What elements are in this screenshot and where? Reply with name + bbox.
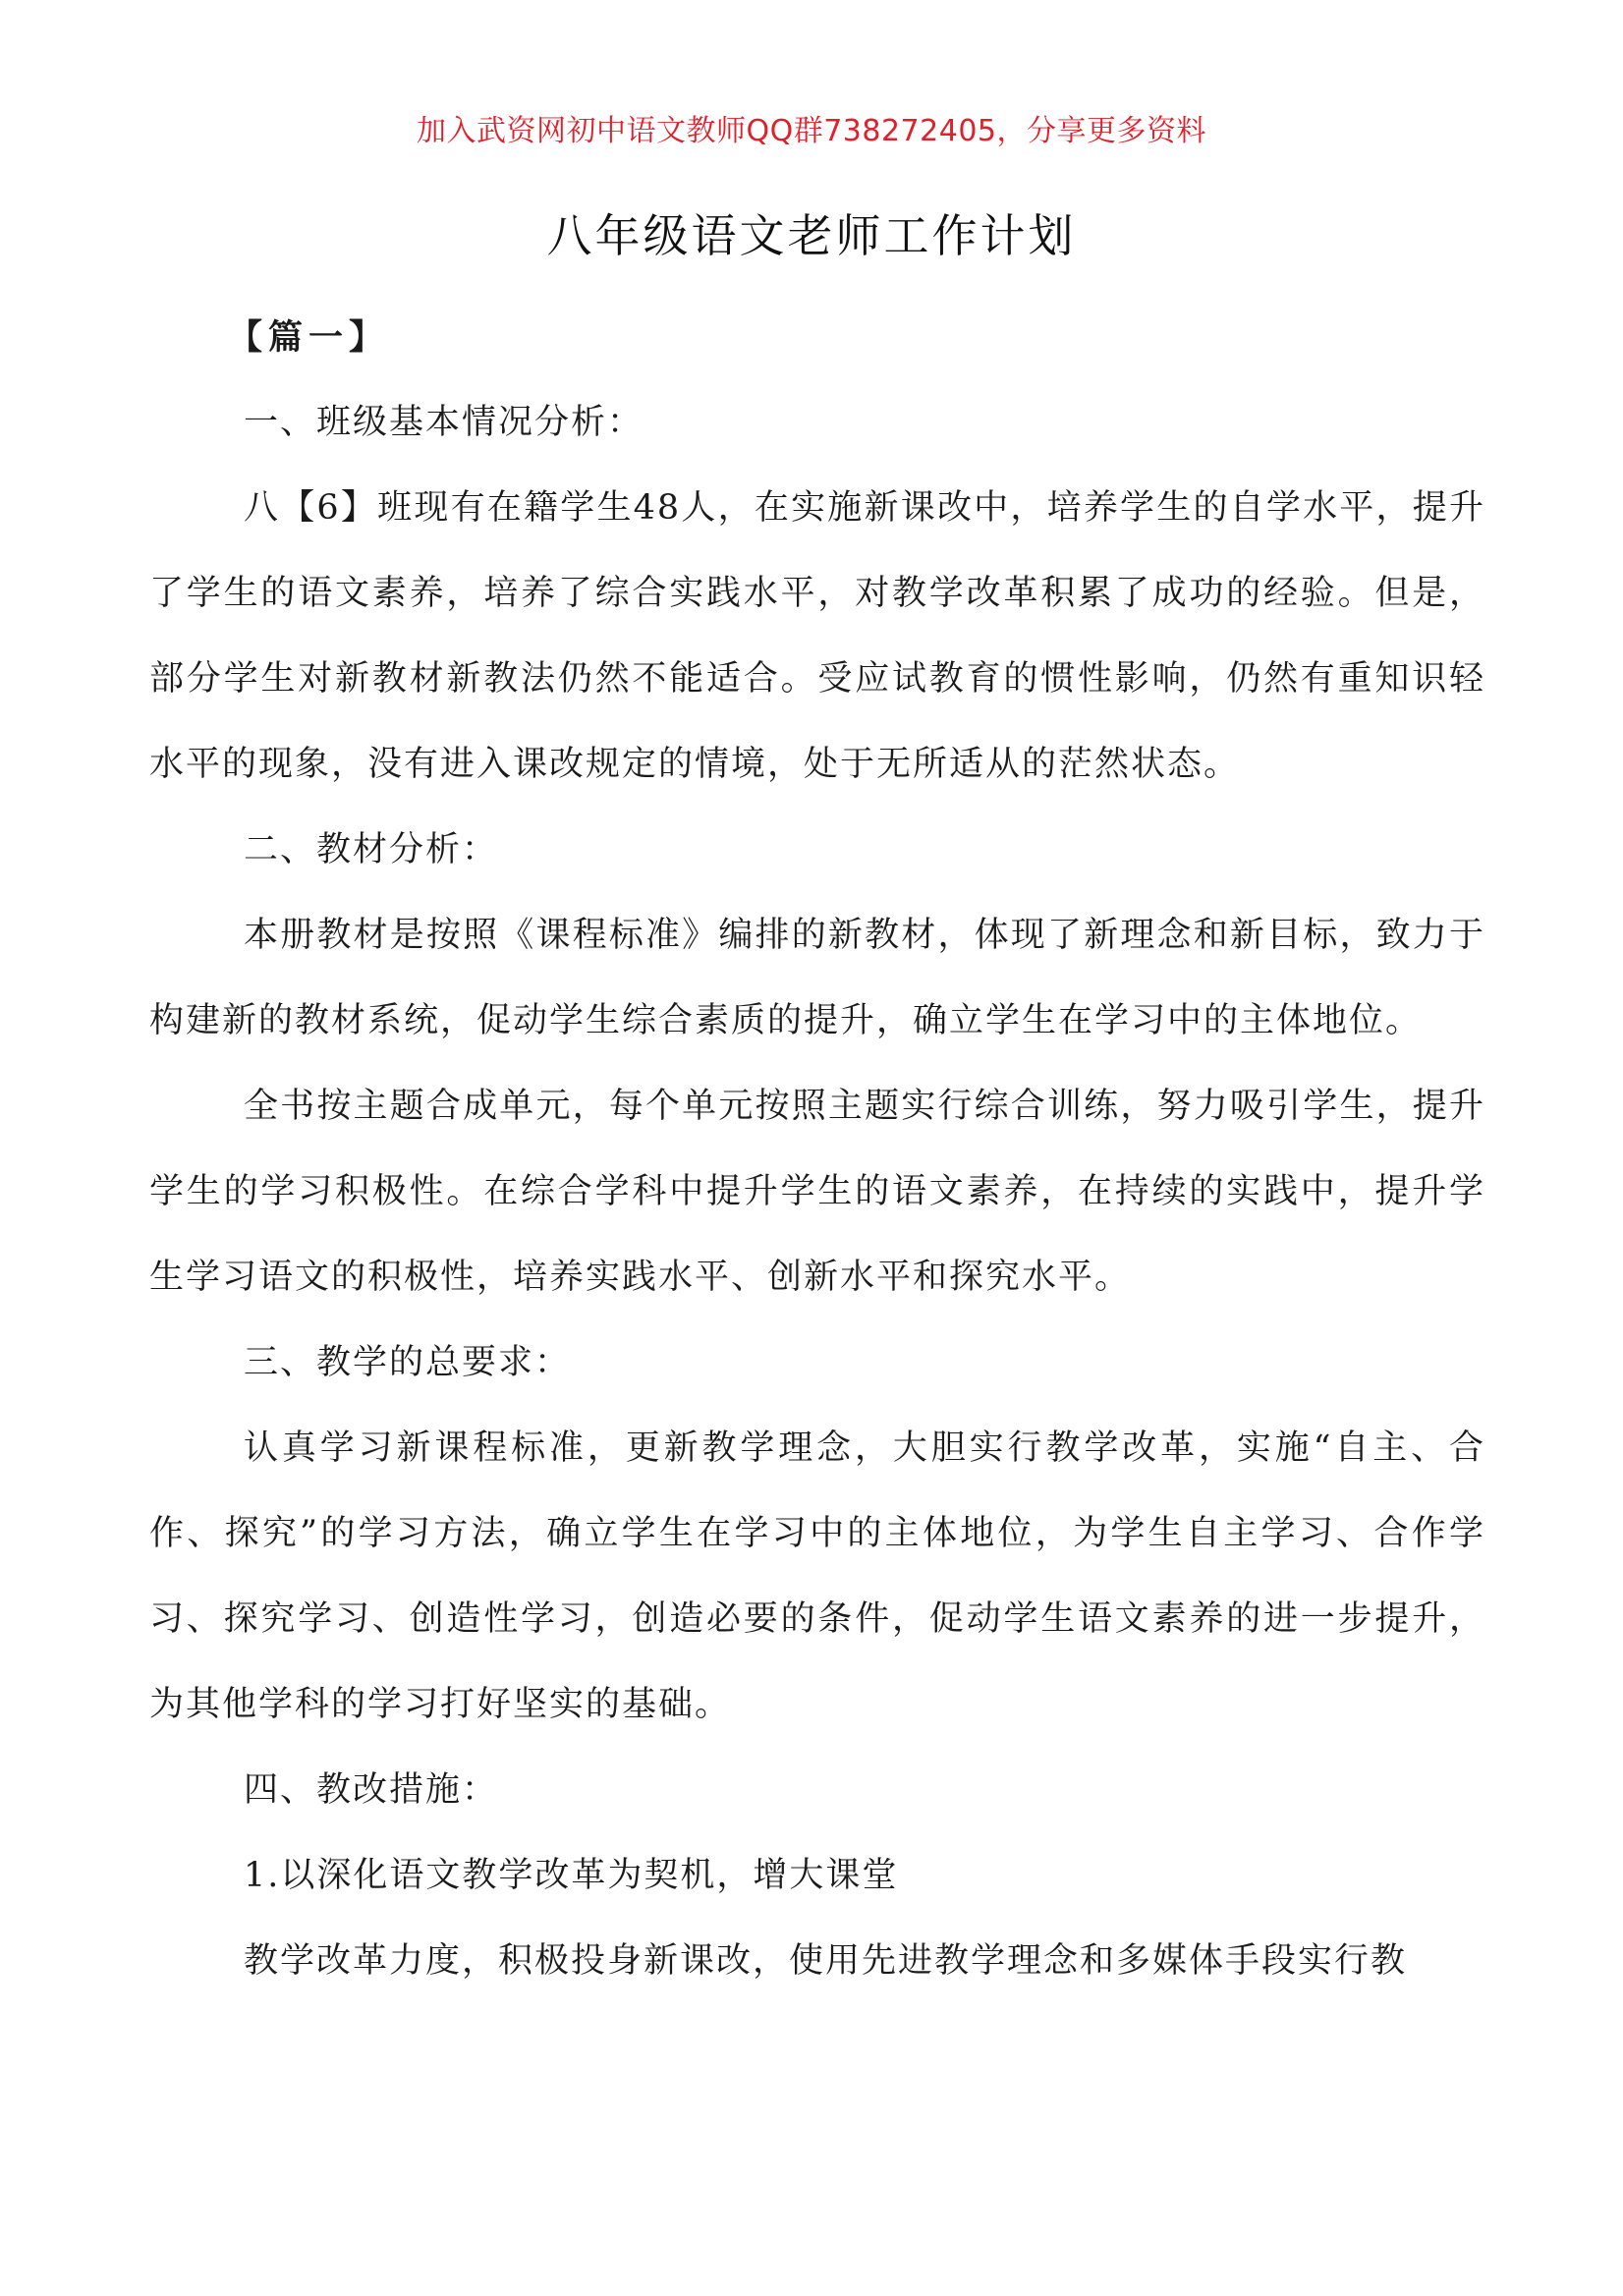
page-title: 八年级语文老师工作计划 [546, 209, 1077, 262]
paragraph: 教学改革力度，积极投身新课改，使用先进教学理念和多媒体手段实行教 [244, 1941, 1408, 1981]
paragraph: 1.以深化语文教学改革为契机，增大课堂 [244, 1856, 899, 1895]
section-label: 【篇一】 [228, 317, 390, 358]
section-heading: 四、教改措施： [244, 1770, 499, 1810]
paragraph: 认真学习新课程标准，更新教学理念，大胆实行教学改革，实施“自主、合作、探究”的学习方法，确立学生在学习中的主体地位，为学生自主学习、合作学习、探究学习、创造性学习，创造必要的条件，促动学生语文素养的进一步提升，为其他学科的学习打好坚实的基础。 [149, 1428, 1485, 1724]
header-note: 加入武资网初中语文教师QQ群738272405，分享更多资料 [416, 114, 1206, 148]
document-body [149, 295, 1485, 2004]
paragraph: 全书按主题合成单元，每个单元按照主题实行综合训练，努力吸引学生，提升学生的学习积极性。在综合学科中提升学生的语文素养，在持续的实践中，提升学生学习语文的积极性，培养实践水平、创新水平和探究水平。 [149, 1087, 1485, 1297]
section-heading: 一、班级基本情况分析： [244, 403, 644, 442]
paragraph: 本册教材是按照《课程标准》编排的新教材，体现了新理念和新目标，致力于构建新的教材系统，促动学生综合素质的提升，确立学生在学习中的主体地位。 [149, 916, 1485, 1040]
section-heading: 二、教材分析： [244, 830, 499, 869]
paragraph: 八【6】班现有在籍学生48人，在实施新课改中，培养学生的自学水平，提升了学生的语文素养，培养了综合实践水平，对教学改革积累了成功的经验。但是，部分学生对新教材新教法仍然不能适合。受应试教育的惯性影响，仍然有重知识轻水平的现象，没有进入课改规定的情境，处于无所适从的茫然状态。 [149, 488, 1485, 784]
section-heading: 三、教学的总要求： [244, 1343, 572, 1382]
